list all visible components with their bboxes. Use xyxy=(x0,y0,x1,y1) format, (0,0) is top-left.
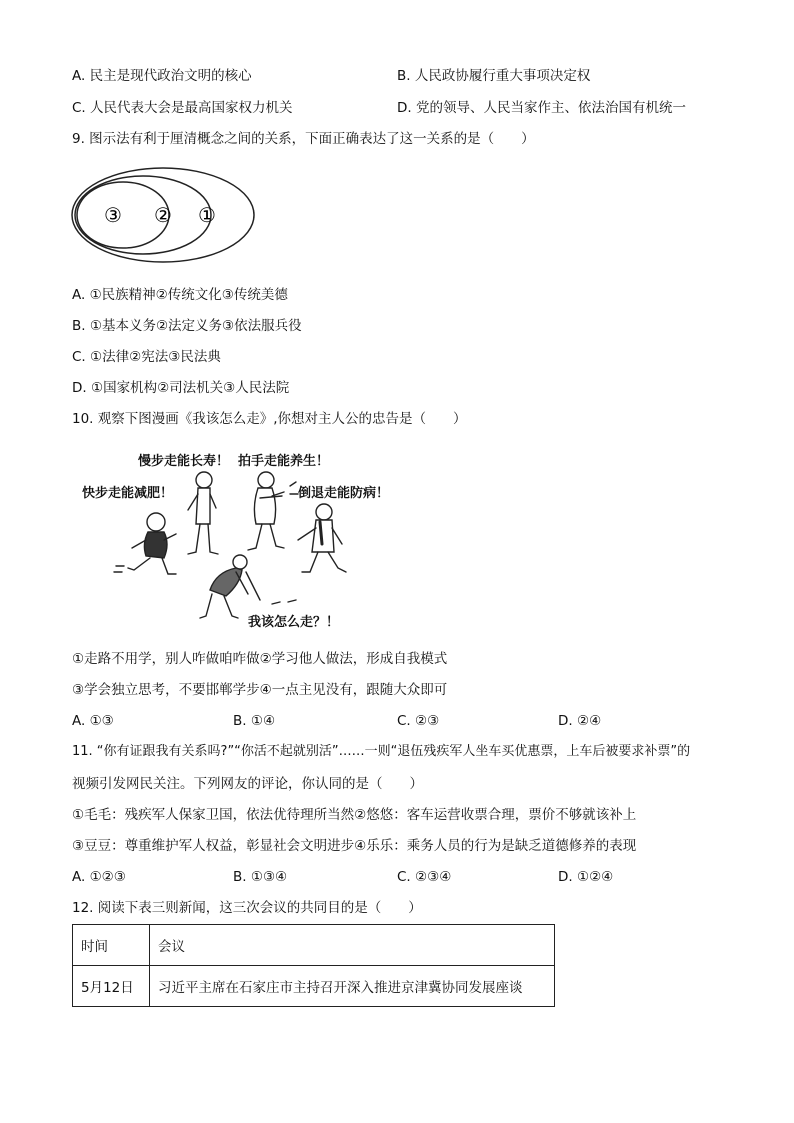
cartoon-label-back: 倒退走能防病！ xyxy=(298,486,390,501)
figure-confused-walker xyxy=(200,555,296,618)
q11-statements-line1: ①毛毛：残疾军人保家卫国，依法优待理所当然②悠悠：客车运营收票合理，票价不够就该补上 xyxy=(72,807,637,823)
q11-option-d: D. ①②④ xyxy=(558,869,614,885)
table-row xyxy=(73,966,555,1007)
table-header-row xyxy=(73,925,555,966)
q8-option-d: D. 党的领导、人民当家作主、依法治国有机统一 xyxy=(397,100,686,116)
nested-ellipses-diagram xyxy=(68,164,258,266)
table-cell-date: 5月12日 xyxy=(73,966,150,1007)
figure-clapping-walker xyxy=(248,472,298,550)
diagram-label-3: ③ xyxy=(104,203,122,227)
q8-option-b: B. 人民政协履行重大事项决定权 xyxy=(397,68,591,84)
q10-option-c: C. ②③ xyxy=(397,713,440,729)
cartoon-illustration xyxy=(76,444,396,634)
cartoon-figures xyxy=(76,444,396,634)
cartoon-label-clap: 拍手走能养生！ xyxy=(238,454,330,469)
q10-stem: 10. 观察下图漫画《我该怎么走》,你想对主人公的忠告是（ ） xyxy=(72,411,467,427)
cartoon-label-me: 我该怎么走？！ xyxy=(248,615,340,630)
q10-statements-line2: ③学会独立思考，不要邯郸学步④一点主见没有，跟随大众即可 xyxy=(72,682,448,698)
q10-option-b: B. ①④ xyxy=(233,713,276,729)
table-cell-meeting: 习近平主席在石家庄市主持召开深入推进京津冀协同发展座谈 xyxy=(150,966,555,1007)
cartoon-label-slow: 慢步走能长寿！ xyxy=(138,454,230,469)
q11-option-c: C. ②③④ xyxy=(397,869,452,885)
table-header-time: 时间 xyxy=(73,925,150,966)
news-table xyxy=(72,924,555,1007)
q8-option-a: A. 民主是现代政治文明的核心 xyxy=(72,68,252,84)
q11-option-a: A. ①②③ xyxy=(72,869,126,885)
q9-option-b: B. ①基本义务②法定义务③依法服兵役 xyxy=(72,318,302,334)
q10-statements-line1: ①走路不用学，别人咋做咱咋做②学习他人做法，形成自我模式 xyxy=(72,651,448,667)
ellipse-middle xyxy=(75,176,211,254)
cartoon-label-fast: 快步走能减肥！ xyxy=(82,486,174,501)
q10-option-d: D. ②④ xyxy=(558,713,602,729)
diagram-label-1: ① xyxy=(198,203,216,227)
q11-stem-line2: 视频引发网民关注。下列网友的评论，你认同的是（ ） xyxy=(72,776,423,792)
q12-stem: 12. 阅读下表三则新闻，这三次会议的共同目的是（ ） xyxy=(72,900,422,916)
q9-stem: 9. 图示法有利于厘清概念之间的关系，下面正确表达了这一关系的是（ ） xyxy=(72,131,535,147)
q11-option-b: B. ①③④ xyxy=(233,869,288,885)
figure-backward-walker xyxy=(298,504,346,572)
q11-statements-line2: ③豆豆：尊重维护军人权益，彰显社会文明进步④乐乐：乘务人员的行为是缺乏道德修养的表现 xyxy=(72,838,637,854)
figure-slow-walker xyxy=(188,472,218,554)
q11-stem-line1: 11. “你有证跟我有关系吗?”“你活不起就别活”……一则“退伍残疾军人坐车买优惠票，上车后被要求补票”的 xyxy=(72,744,691,759)
table-header-meeting: 会议 xyxy=(150,925,555,966)
q8-option-c: C. 人民代表大会是最高国家权力机关 xyxy=(72,100,293,116)
q9-option-c: C. ①法律②宪法③民法典 xyxy=(72,349,221,365)
diagram-label-2: ② xyxy=(154,203,172,227)
q9-option-d: D. ①国家机构②司法机关③人民法院 xyxy=(72,380,290,396)
figure-fast-walker xyxy=(114,513,176,574)
q9-option-a: A. ①民族精神②传统文化③传统美德 xyxy=(72,287,288,303)
q10-option-a: A. ①③ xyxy=(72,713,114,729)
